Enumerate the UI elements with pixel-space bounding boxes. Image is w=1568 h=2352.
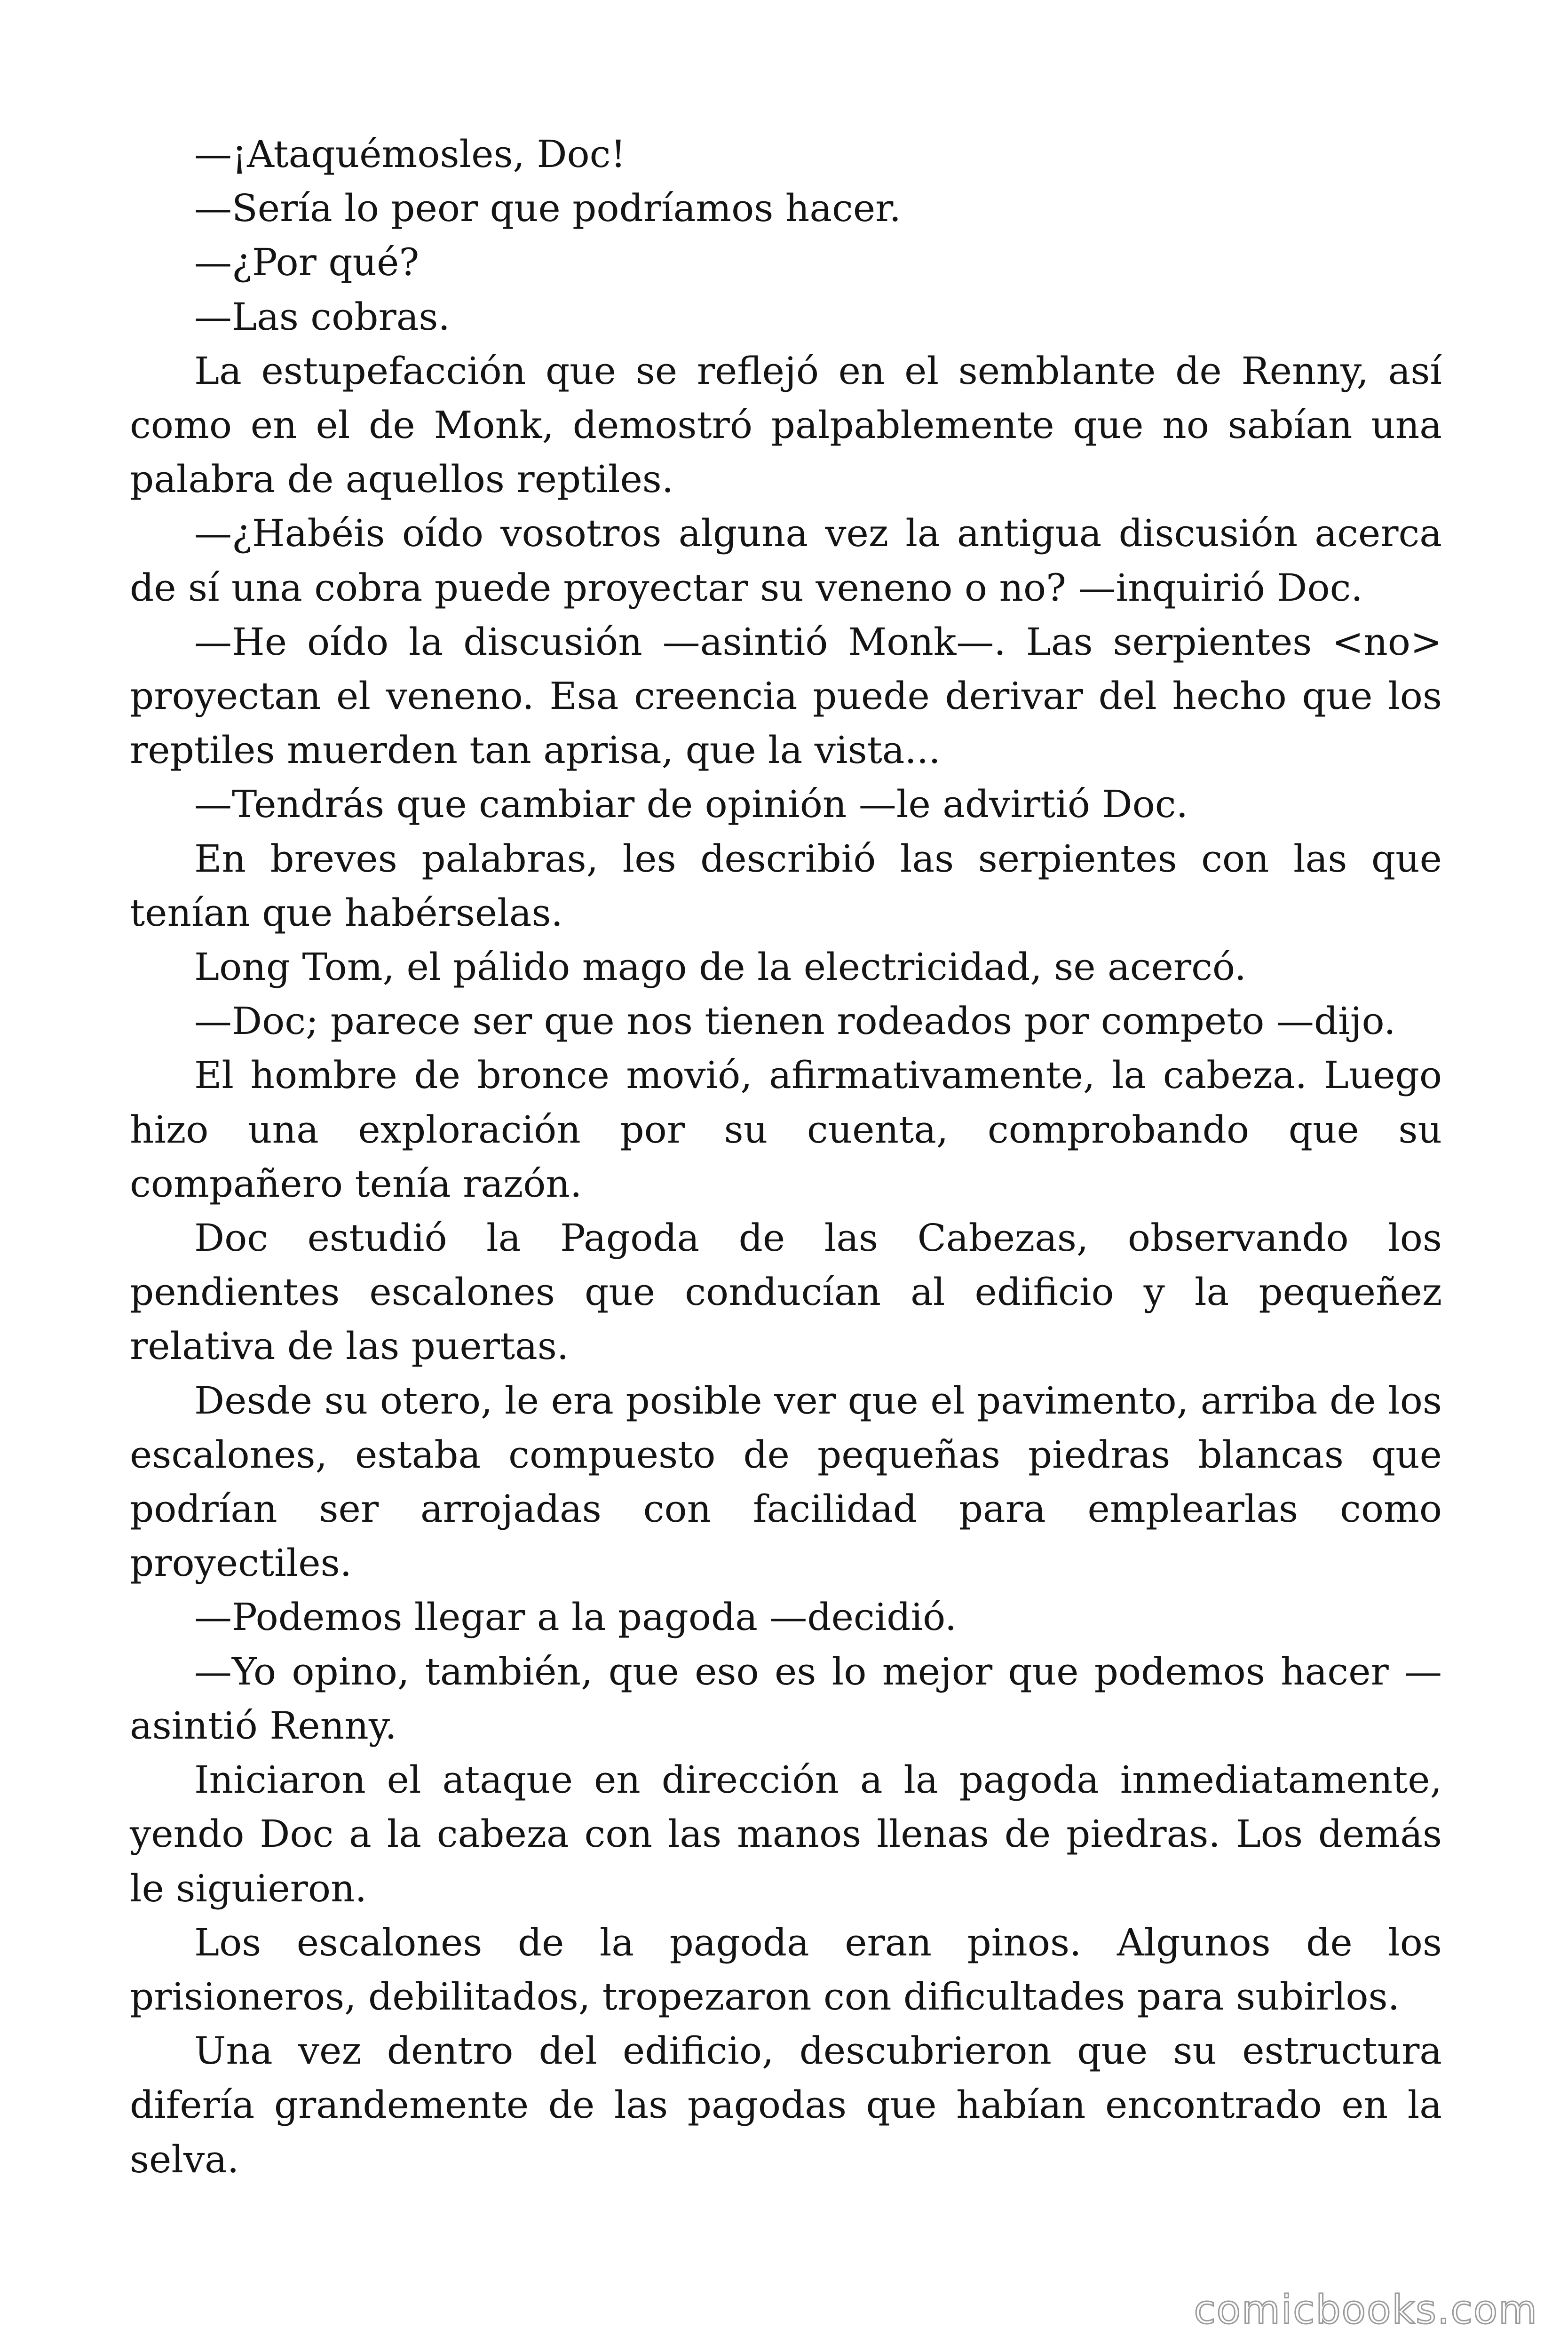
paragraph-10: Long Tom, el pálido mago de la electricidad, se acercó.: [194, 945, 1247, 989]
paragraph-5: La estupefacción que se reflejó en el semblante de Renny, así como en el de Monk, demostró palpablemente que no sabían una palabra de aquellos reptiles.: [130, 349, 1442, 501]
paragraph-2: —Sería lo peor que podríamos hacer.: [194, 186, 902, 230]
paragraph-9: En breves palabras, les describió las serpientes con las que tenían que habérselas.: [130, 836, 1442, 935]
paragraph-11: —Doc; parece ser que nos tienen rodeados por competo —dijo.: [194, 999, 1396, 1043]
paragraph-7: —He oído la discusión —asintió Monk—. Las serpientes <no> proyectan el veneno. Esa creencia puede derivar del hecho que los reptiles muerden tan aprisa, que la vista...: [130, 620, 1442, 772]
paragraph-14: Desde su otero, le era posible ver que el pavimento, arriba de los escalones, estaba compuesto de pequeñas piedras blancas que podrían ser arrojadas con facilidad para emplearlas como proyectiles.: [130, 1378, 1442, 1585]
watermark: comicbooks.com: [1194, 2287, 1538, 2333]
paragraph-6: —¿Habéis oído vosotros alguna vez la antigua discusión acerca de sí una cobra puede proyectar su veneno o no? —inquirió Doc.: [130, 511, 1442, 610]
paragraph-16: —Yo opino, también, que eso es lo mejor que podemos hacer —asintió Renny.: [130, 1649, 1442, 1748]
paragraph-18: Los escalones de la pagoda eran pinos. Algunos de los prisioneros, debilitados, tropezaron con dificultades para subirlos.: [130, 1920, 1442, 2018]
paragraph-1: —¡Ataquémosles, Doc!: [194, 132, 626, 176]
paragraph-3: —¿Por qué?: [194, 240, 420, 285]
paragraph-4: —Las cobras.: [194, 294, 450, 339]
paragraph-17: Iniciaron el ataque en dirección a la pagoda inmediatamente, yendo Doc a la cabeza con las manos llenas de piedras. Los demás le siguieron.: [130, 1758, 1442, 1910]
paragraph-12: El hombre de bronce movió, afirmativamente, la cabeza. Luego hizo una exploración por su cuenta, comprobando que su compañero tenía razón.: [130, 1053, 1442, 1206]
body-text: [130, 127, 1442, 2186]
paragraph-13: Doc estudió la Pagoda de las Cabezas, observando los pendientes escalones que conducían al edificio y la pequeñez relativa de las puertas.: [130, 1216, 1442, 1368]
paragraph-15: —Podemos llegar a la pagoda —decidió.: [194, 1595, 957, 1639]
paragraph-8: —Tendrás que cambiar de opinión —le advirtió Doc.: [194, 782, 1188, 826]
paragraph-19: Una vez dentro del edificio, descubrieron que su estructura difería grandemente de las pagodas que habían encontrado en la selva.: [130, 2029, 1442, 2181]
